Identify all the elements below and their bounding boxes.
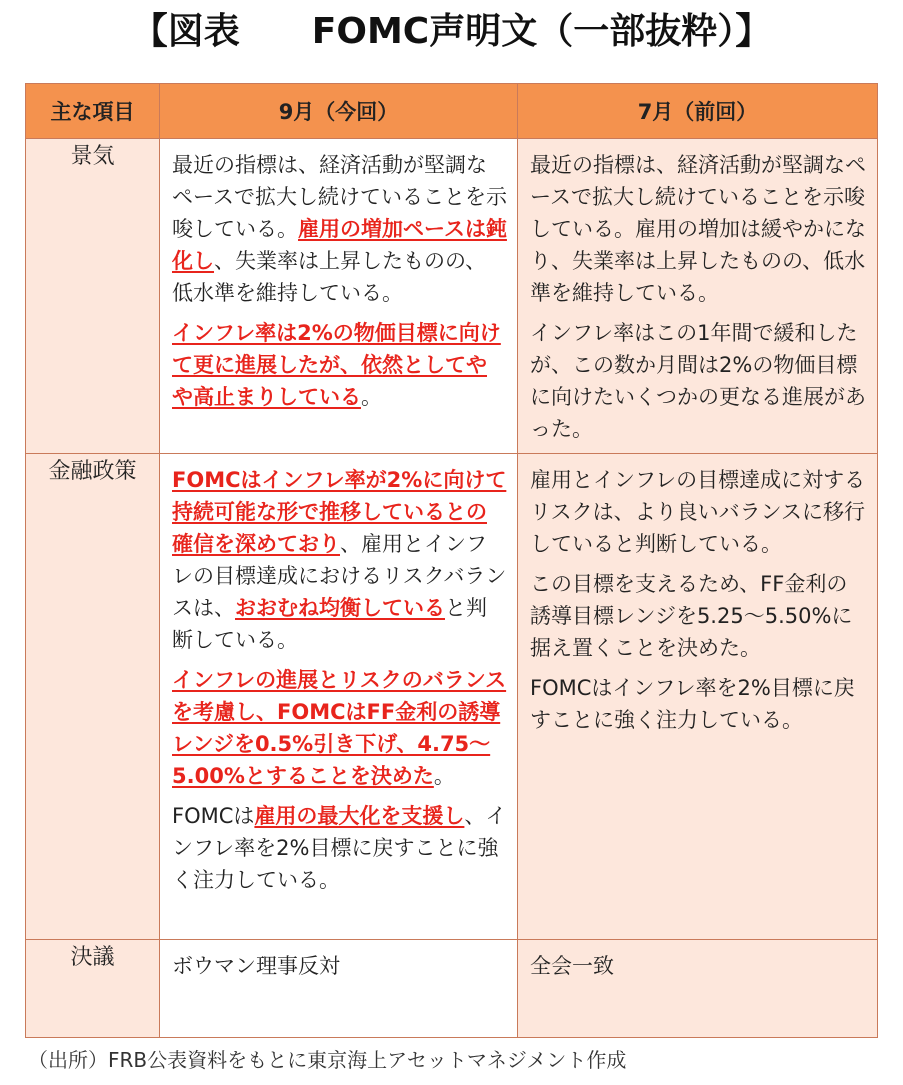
- row-label: 金融政策: [26, 454, 160, 940]
- table-header-row: [26, 84, 878, 139]
- highlighted-text: 雇用の最大化を支援し: [254, 804, 465, 828]
- highlighted-text: インフレ率は2%の物価目標に向けて更に進展したが、依然としてやや高止まりしている: [172, 321, 501, 409]
- body-text: 全会一致: [530, 954, 614, 978]
- cell-paragraph: [172, 800, 507, 896]
- body-text: FOMCは: [172, 804, 255, 828]
- cell-paragraph: [530, 950, 867, 982]
- header-current: 9月（今回）: [160, 84, 518, 139]
- header-previous: 7月（前回）: [518, 84, 878, 139]
- table-row: [26, 940, 878, 1038]
- body-text: FOMCはインフレ率を2%目標に戻すことに強く注力している。: [530, 676, 855, 732]
- body-text: 最近の指標は、経済活動が堅調なペースで拡大し続けていることを示唆している。: [172, 153, 507, 241]
- cell-paragraph: [530, 672, 867, 736]
- cell-paragraph: [530, 464, 867, 560]
- body-text: 雇用とインフレの目標達成に対するリスクは、より良いバランスに移行していると判断している。: [530, 468, 866, 556]
- body-text: 。: [433, 764, 455, 788]
- cell-current: [160, 940, 518, 1038]
- fomc-statement-table: [25, 83, 878, 1038]
- header-item: 主な項目: [26, 84, 160, 139]
- cell-paragraph: [172, 464, 507, 656]
- cell-paragraph: [172, 317, 507, 413]
- source-note: （出所）FRB公表資料をもとに東京海上アセットマネジメント作成: [28, 1048, 627, 1072]
- cell-previous: [518, 454, 878, 940]
- highlighted-text: 雇用の増加ペースは鈍化し: [172, 217, 507, 273]
- body-text: 、インフレ率を2%目標に戻すことに強く注力している。: [172, 804, 507, 892]
- body-text: インフレ率はこの1年間で緩和したが、この数か月間は2%の物価目標に向けたいくつかの更なる進展があった。: [530, 321, 866, 441]
- cell-current: [160, 454, 518, 940]
- body-text: 、雇用とインフレの目標達成におけるリスクバランスは、: [172, 532, 507, 620]
- highlighted-text: おおむね均衡している: [235, 596, 445, 620]
- cell-paragraph: [530, 149, 867, 309]
- body-text: 。: [361, 385, 382, 409]
- cell-paragraph: [530, 317, 867, 445]
- cell-paragraph: [172, 950, 507, 982]
- body-text: 、失業率は上昇したものの、低水準を維持している。: [172, 249, 487, 305]
- cell-paragraph: [172, 664, 507, 792]
- cell-current: [160, 139, 518, 454]
- page-title: 【図表 FOMC声明文（一部抜粋）】: [131, 11, 772, 52]
- cell-previous: [518, 940, 878, 1038]
- cell-paragraph: [172, 149, 507, 309]
- body-text: ボウマン理事反対: [172, 954, 340, 978]
- row-label: 景気: [26, 139, 160, 454]
- body-text: 最近の指標は、経済活動が堅調なペースで拡大し続けていることを示唆している。雇用の増加は緩やかになり、失業率は上昇したものの、低水準を維持している。: [530, 153, 866, 305]
- table-row: [26, 139, 878, 454]
- body-text: この目標を支えるため、FF金利の誘導目標レンジを5.25～5.50%に据え置くことを決めた。: [530, 572, 853, 660]
- row-label: 決議: [26, 940, 160, 1038]
- highlighted-text: インフレの進展とリスクのバランスを考慮し、FOMCはFF金利の誘導レンジを0.5%引き下げ、4.75～5.00%とすることを決めた: [172, 668, 507, 788]
- table-row: [26, 454, 878, 940]
- highlighted-text: FOMCはインフレ率が2%に向けて持続可能な形で推移しているとの確信を深めており: [172, 468, 507, 556]
- body-text: と判断している。: [172, 596, 487, 652]
- cell-paragraph: [530, 568, 867, 664]
- cell-previous: [518, 139, 878, 454]
